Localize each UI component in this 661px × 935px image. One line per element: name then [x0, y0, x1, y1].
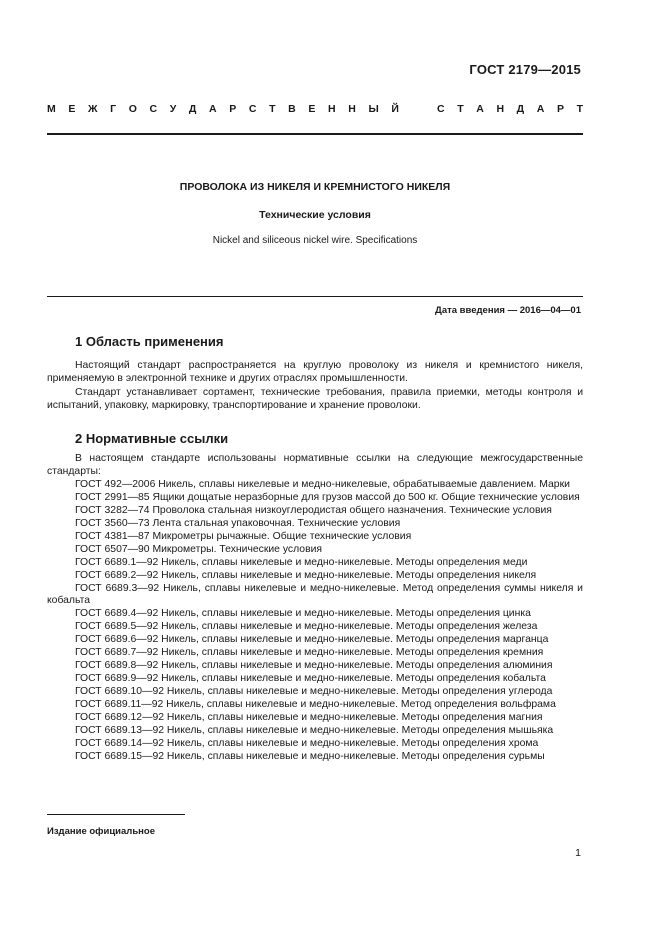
- section-2-heading: 2 Нормативные ссылки: [75, 431, 229, 446]
- reference-item: ГОСТ 6689.9—92 Никель, сплавы никелевые и медно-никелевые. Методы определения кобальта: [75, 673, 546, 685]
- header-rule: [47, 133, 583, 135]
- reference-item: ГОСТ 6689.14—92 Никель, сплавы никелевые и медно-никелевые. Методы определения хрома: [75, 737, 539, 749]
- edition-note: Издание официальное: [47, 826, 155, 837]
- title-rule: [47, 296, 583, 297]
- section-1-heading: 1 Область применения: [75, 334, 224, 349]
- reference-item: ГОСТ 6689.10—92 Никель, сплавы никелевые и медно-никелевые. Методы определения углерода: [75, 686, 553, 698]
- banner-letter: Н: [328, 103, 336, 115]
- banner-letter: Г: [110, 103, 117, 115]
- standard-code: ГОСТ 2179—2015: [469, 62, 581, 77]
- banner-letter: В: [288, 103, 296, 115]
- banner-letter: С: [437, 103, 445, 115]
- reference-item: ГОСТ 6689.4—92 Никель, сплавы никелевые и медно-никелевые. Методы определения цинка: [75, 608, 531, 620]
- banner-letter: Е: [308, 103, 316, 115]
- interstate-word: [47, 103, 399, 115]
- section-1-paragraph: [47, 359, 583, 385]
- reference-item: ГОСТ 2991—85 Ящики дощатые неразборные для грузов массой до 500 кг. Общие технические условия: [75, 491, 580, 503]
- banner-letter: Ж: [88, 103, 98, 115]
- reference-item: ГОСТ 6689.7—92 Никель, сплавы никелевые и медно-никелевые. Методы определения кремния: [75, 647, 544, 659]
- banner-letter: А: [476, 103, 484, 115]
- page-number: 1: [575, 847, 581, 859]
- banner-letter: С: [149, 103, 158, 115]
- banner-letter: Й: [391, 103, 399, 115]
- banner-letter: Е: [68, 103, 76, 115]
- banner-letter: Н: [348, 103, 356, 115]
- paragraph-text: Стандарт устанавливает сортамент, технические требования, правила приемки, методы контроля и испытаний, упаковку, маркировку, транспортирование и хранение проволоки.: [47, 387, 583, 411]
- banner-letter: Т: [576, 103, 583, 115]
- banner-letter: О: [128, 103, 137, 115]
- reference-item: ГОСТ 3282—74 Проволока стальная низкоуглеродистая общего назначения. Технические условия: [75, 504, 552, 516]
- reference-item: ГОСТ 6689.1—92 Никель, сплавы никелевые и медно-никелевые. Методы определения меди: [75, 556, 528, 568]
- banner-letter: Т: [457, 103, 464, 115]
- document-subtitle: Технические условия: [259, 209, 371, 221]
- reference-item: ГОСТ 6689.15—92 Никель, сплавы никелевые и медно-никелевые. Методы определения сурьмы: [75, 750, 545, 762]
- reference-item: ГОСТ 6689.12—92 Никель, сплавы никелевые и медно-никелевые. Методы определения магния: [75, 712, 543, 724]
- reference-item: ГОСТ 6689.13—92 Никель, сплавы никелевые и медно-никелевые. Методы определения мышьяка: [75, 725, 554, 737]
- interstate-standard-banner: [47, 103, 583, 115]
- banner-letter: Н: [496, 103, 505, 115]
- reference-item: ГОСТ 6689.5—92 Никель, сплавы никелевые и медно-никелевые. Методы определения железа: [75, 621, 538, 633]
- banner-letter: Р: [556, 103, 564, 115]
- reference-item: ГОСТ 492—2006 Никель, сплавы никелевые и медно-никелевые, обрабатываемые давлением. Марки: [75, 478, 570, 490]
- banner-letter: У: [169, 103, 177, 115]
- reference-item: ГОСТ 3560—73 Лента стальная упаковочная. Технические условия: [75, 517, 401, 529]
- english-title: Nickel and siliceous nickel wire. Specifications: [212, 235, 418, 246]
- banner-letter: Д: [516, 103, 525, 115]
- reference-item: ГОСТ 6689.6—92 Никель, сплавы никелевые и медно-никелевые. Методы определения марганца: [75, 634, 549, 646]
- banner-letter: Ы: [368, 103, 379, 115]
- footer-rule: [47, 814, 185, 815]
- banner-letter: Д: [188, 103, 197, 115]
- reference-item: ГОСТ 4381—87 Микрометры рычажные. Общие технические условия: [75, 530, 412, 542]
- banner-letter: А: [536, 103, 545, 115]
- banner-letter: Т: [269, 103, 276, 115]
- section-1-paragraph: [47, 386, 583, 412]
- reference-item: ГОСТ 6689.2—92 Никель, сплавы никелевые и медно-никелевые. Методы определения никеля: [75, 569, 537, 581]
- banner-letter: А: [209, 103, 217, 115]
- references-lead: В настоящем стандарте использованы нормативные ссылки на следующие межгосударственные стандарты:: [47, 453, 583, 477]
- banner-letter: Р: [229, 103, 237, 115]
- paragraph-text: Настоящий стандарт распространяется на круглую проволоку из никеля и кремнистого никеля, применяемую в электронной технике и других отраслях промышленности.: [47, 360, 583, 384]
- introduction-date: Дата введения — 2016—04—01: [435, 305, 581, 316]
- reference-item: ГОСТ 6689.11—92 Никель, сплавы никелевые и медно-никелевые. Метод определения вольфрама: [75, 699, 556, 711]
- normative-references-list: [47, 453, 583, 764]
- reference-item: ГОСТ 6689.3—92 Никель, сплавы никелевые и медно-никелевые. Метод определения суммы никеля и кобальта: [47, 582, 583, 607]
- banner-letter: С: [248, 103, 257, 115]
- reference-item: ГОСТ 6507—90 Микрометры. Технические условия: [75, 543, 323, 555]
- banner-letter: М: [47, 103, 56, 115]
- document-title: ПРОВОЛОКА ИЗ НИКЕЛЯ И КРЕМНИСТОГО НИКЕЛЯ: [179, 181, 451, 193]
- standard-word: [437, 103, 583, 115]
- reference-item: ГОСТ 6689.8—92 Никель, сплавы никелевые и медно-никелевые. Методы определения алюминия: [75, 660, 553, 672]
